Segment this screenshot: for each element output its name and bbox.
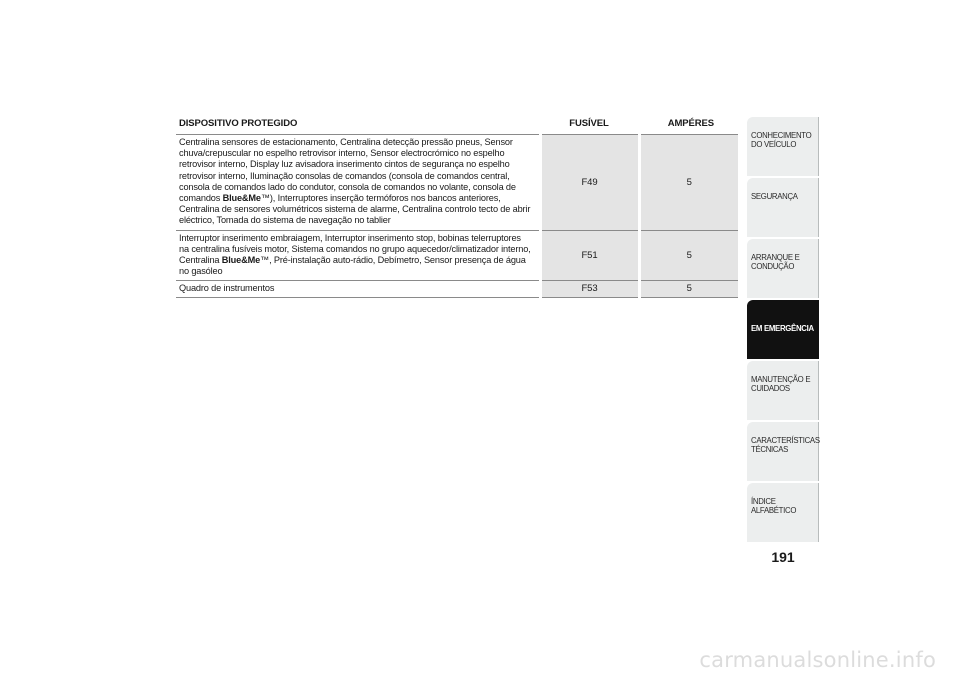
tab-indice-alfabetico[interactable]: ÍNDICE ALFABÉTICO: [747, 483, 819, 542]
watermark: carmanualsonline.info: [699, 648, 936, 672]
header-amperes: AMPÉRES: [639, 116, 738, 135]
fuse-cell: F51: [540, 230, 639, 281]
device-cell: [176, 135, 540, 231]
device-cell: [176, 281, 540, 297]
table-row: [176, 135, 738, 231]
page-number: 191: [771, 549, 795, 565]
device-text: Interruptor inserimento embraiagem, Interruptor inserimento stop, bobinas telerruptores na centralina fusíveis motor, Sistema comandos no grupo aquecedor/climatizador interno, Centralina: [179, 232, 531, 266]
fuse-cell: F49: [540, 135, 639, 231]
header-fuse: FUSÍVEL: [540, 116, 639, 135]
section-tabs: [747, 117, 819, 544]
header-device: DISPOSITIVO PROTEGIDO: [176, 116, 540, 135]
tab-arranque-e-conducao[interactable]: ARRANQUE E CONDUÇÃO: [747, 239, 819, 298]
amperes-cell: 5: [639, 135, 738, 231]
device-cell: [176, 230, 540, 281]
brand-text: Blue&Me: [222, 193, 261, 204]
table-header-row: [176, 116, 738, 135]
fuse-table: [176, 116, 738, 298]
tab-seguranca[interactable]: SEGURANÇA: [747, 178, 819, 237]
tab-em-emergencia[interactable]: EM EMERGÊNCIA: [747, 300, 819, 359]
amperes-cell: 5: [639, 281, 738, 297]
amperes-cell: 5: [639, 230, 738, 281]
tab-manutencao-e-cuidados[interactable]: MANUTENÇÃO E CUIDADOS: [747, 361, 819, 420]
fuse-cell: F53: [540, 281, 639, 297]
device-text-cont: ™), Interruptores inserção termóforos nos bancos anteriores, Centralina de sensores volumétricos sistema de alarme, Centralina controlo tecto de abrir eléctrico, Tomada do sistema de navegação no tablier: [179, 193, 531, 226]
tab-caracteristicas-tecnicas[interactable]: CARACTERÍSTICAS TÉCNICAS: [747, 422, 819, 481]
tab-conhecimento-do-veiculo[interactable]: CONHECIMENTO DO VEÍCULO: [747, 117, 819, 176]
table-row: [176, 281, 738, 297]
device-text-cont: ™, Pré-instalação auto-rádio, Debímetro, Sensor presença de água no gasóleo: [179, 255, 526, 277]
device-text: Centralina sensores de estacionamento, Centralina detecção pressão pneus, Sensor chuva/crepuscular no espelho retrovisor interno, Sensor electrocrómico no espelho retrovisor interno, Display luz avisadora inserimento cintos de segurança no espelho retrovisor interno, Iluminação consolas de comandos (consola de comandos central, consola de comandos lado do condutor, consola de comandos no volante, consola de comandos: [179, 137, 516, 204]
brand-text: Blue&Me: [221, 255, 261, 266]
device-text: Quadro de instrumentos: [179, 283, 275, 294]
table-row: [176, 230, 738, 281]
